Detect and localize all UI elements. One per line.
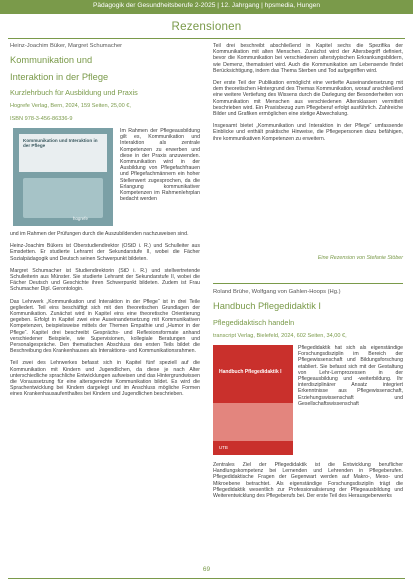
review1-intro-continued: und im Rahmen der Prüfungen durch die Auszubildenden nachzuweisen sind. (10, 231, 189, 237)
review1-signature: Eine Rezension von Stefanie Stöber (317, 255, 403, 261)
review1-part-two-paragraph: Teil zwei des Lehrwerkes befasst sich in Kapitel fünf speziell auf die Kommunikation mit Kindern und Jugendlichen, da diese je nach Alter unterschiedliche sprachliche Entwicklungen aufweisen und das Hintergrundwissen die Voraussetzung für eine altersgerechte Kommunikation bildet. Es wird die Sprachentwicklung bei Kindern dargelegt und im Anschluss mögliche Formen eines Krankenhausaufenthaltes bei Kindern und Jugendlichen beschrieben. (10, 360, 200, 398)
review2-authors: Roland Brühe, Wolfgang von Gahlen-Hoops (Hg.) (213, 289, 341, 295)
review1-isbn: ISBN 978-3-456-86336-9 (10, 115, 73, 122)
review1-part-three-paragraph: Teil drei beschreibt abschließend in Kapitel sechs die Spezifika der Kommunikation mit alten Menschen. Zunächst wird der Altersbegriff definiert, bevor die Kommunikation bei verschiedenen alterstypischen Erkrankungsbildern, wie Demenz, thematisiert wird. Auch die Kommunikation am Lebensende findet Berücksichtigung, indem das Thema Sterben und Tod aufgegriffen wird. (213, 43, 403, 74)
review1-body-right (213, 43, 403, 148)
review1-authors: Heinz-Joachim Büker, Margret Schumacher (10, 43, 123, 49)
review1-conclusion-paragraph: Insgesamt bietet „Kommunikation und Interaktion in der Pflege“ umfassende Einblicke und enthält praktische Hinweise, die Pflegepersonen dazu befähigen, ihre kommunikativen Kompetenzen zu erweitern. (213, 123, 403, 142)
cover-photo (23, 178, 103, 218)
footer-rule (8, 578, 405, 579)
review1-publisher: Hogrefe Verlag, Bern, 2024, 159 Seiten, 25,00 €, (10, 103, 131, 110)
page-number: 69 (202, 566, 211, 573)
review2-cover-publisher: UTB (219, 445, 228, 450)
review2-intro-continued: Zentrales Ziel der Pflegedidaktik ist die Entwicklung beruflicher Handlungskompetenz bei Lernenden und Lehrenden in Pflegeberufen. Pflegedidaktische Fragen der Gegenwart werden auf Makro-, Meso- und Mikroebene betrachtet. Als eigenständige Forschungsdisziplin trägt die Pflegedidaktik wesentlich zur Professionalisierung der Pflegeausbildung und Weiterentwicklung des Pflegeberufs bei. Der erste Teil des Herausgeberwerks (213, 462, 403, 500)
review2-intro-text: Pflegedidaktik hat sich als eigenständige Forschungsdisziplin im Bereich der Pflegewissenschaft und Bildungsforschung etabliert. Sie befasst sich mit der Gestaltung von Lehr-Lernprozessen in der Pflegeausbildung und -weiterbildung. Ihr interdisziplinärer Ansatz integriert Erkenntnisse aus Pflegewissenschaft, Erziehungswissenschaft und Gesellschaftswissenschaft (298, 345, 403, 407)
review2-title: Handbuch Pflegedidaktik I (213, 301, 322, 312)
review1-structure-paragraph: Das Lehrwerk „Kommunikation und Interaktion in der Pflege“ ist in drei Teile gegliedert. Teil eins beschäftigt sich mit den theoretischen Grundlagen der Kommunikation. Zunächst wird in Kapitel eins eine theoretische Orientierung gegeben. Erfolgt in Kapitel zwei eine Auseinandersetzung mit Kommunikativen Kompetenzen, beispielsweise mittels der Themen Empathie und „Humor in der Pflege“. Kapitel drei beschreibt Gesprächs- und Reflexionsformate anhand verschiedener Beispiele, wie Supervisionen, kollegiale Beratungen und Personalgespräche. Den thematischen Abschluss des ersten Teils bildet die Beschreibung des Krankenhauses als Interaktions- und Kommunikationsrahmen. (10, 298, 200, 355)
review2-body (213, 462, 403, 505)
review1-assessment-paragraph: Der erste Teil der Publikation ermöglicht eine vertiefte Auseinandersetzung mit dem theoretischen Hintergrund des Themas Kommunikation, worauf anschließend eine weitere Vertiefung des Wissens durch die Darlegung der Besonderheiten von Kommunikation mit Menschen aus verschiedenen Altersklassen vermittelt beschrieben wird. Ein Praxisbezug zum Pflegeberuf erfolgt ausführlich. Zahlreiche Bilder und Grafiken ermöglichen eine stetige Abwechslung. (213, 80, 403, 118)
review2-subtitle: Pflegedidaktisch handeln (213, 317, 295, 327)
review1-author1-bio: Heinz-Joachim Bükers ist Oberstudiendirektor (OStD i. R.) und Schulleiter aus Emsdetten. Er studierte Lehramt der Sekundarstufe II, wobei die Fächer Sozialpädagogik und Deutsch seinen Schwerpunkt bildeten. (10, 243, 200, 262)
review1-intro-text: Im Rahmen der Pflegeausbildung gilt es, Kommunikation und Interaktion als zentrale Kompetenzen zu erwerben und diese in der Praxis anzuwenden. Kommunikation wird in der Ausbildung von Pflegefachfrauen und Pflegefachmännern ein hoher Stellenwert zugesprochen, da die Erlangung kommunikativer Kompetenzen im Rahmenlehrplan bedacht werden (120, 128, 200, 203)
review1-title-line1: Kommunikation und (10, 55, 93, 66)
review1-title-line2: Interaktion in der Pflege (10, 71, 109, 82)
review1-subtitle: Kurzlehrbuch für Ausbildung und Praxis (10, 88, 138, 98)
review1-cover-title: Kommunikation und Interaktion in der Pflege (23, 138, 98, 149)
review2-book-cover (213, 345, 293, 455)
cover-photo (213, 403, 293, 441)
section-divider (8, 38, 405, 39)
review1-heading (10, 43, 200, 128)
review1-author2-bio: Margret Schumacher ist Studiendirektorin (StD i. R.) und stellvertretende Schulleiterin aus Münster. Sie studierte Lehramt der Sekundarstufe II, wobei die Fächer Deutsch und Geschichte ihren Schwerpunkt bildeten. Zudem ist Frau Schumacher Dipl. Gerontologin. (10, 267, 200, 293)
section-title: Rezensionen (171, 20, 242, 33)
review2-publisher: transcript Verlag, Bielefeld, 2024, 602 Seiten, 34,00 €, (213, 332, 347, 339)
journal-header-text: Pädagogik der Gesundheitsberufe 2-2025 | 12. Jahrgang | hpsmedia, Hungen (92, 2, 321, 9)
review1-body-left (10, 231, 200, 404)
review-divider (213, 283, 403, 284)
review2-cover-title: Handbuch Pflegedidaktik I (219, 369, 282, 375)
review1-cover-publisher: hogrefe (73, 216, 88, 221)
review1-book-cover (13, 128, 113, 226)
